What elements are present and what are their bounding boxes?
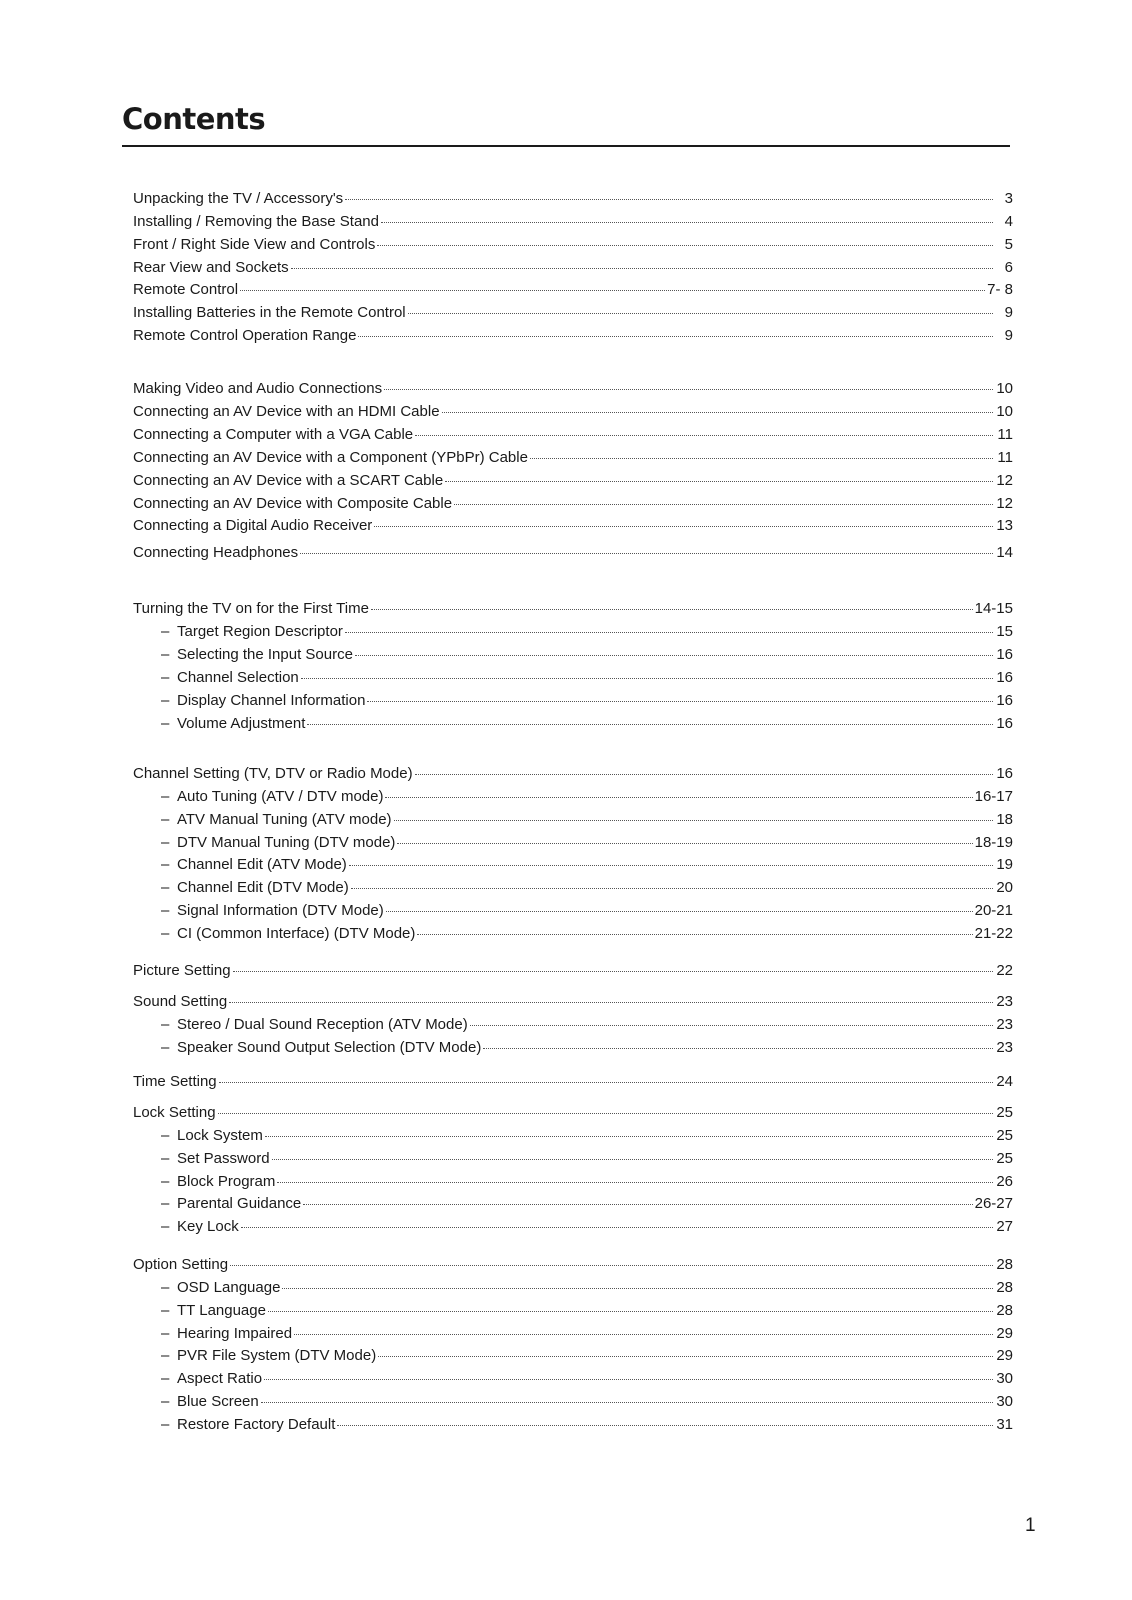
subentry-dash: – — [161, 1279, 170, 1296]
toc-entry-page: 10 — [996, 380, 1013, 397]
dot-leader — [300, 538, 993, 554]
page-number: 1 — [1025, 1515, 1036, 1536]
toc-entry-page: 13 — [996, 517, 1013, 534]
dot-leader — [408, 298, 993, 314]
dot-leader — [268, 1296, 993, 1312]
dot-leader — [272, 1144, 993, 1160]
dot-leader — [264, 1364, 993, 1380]
toc-entry-page: 10 — [996, 403, 1013, 420]
toc-entry-page: 31 — [996, 1416, 1013, 1433]
dot-leader — [374, 511, 993, 527]
toc-entry-label: Making Video and Audio Connections — [133, 380, 383, 397]
dot-leader — [445, 466, 993, 482]
toc-entry-label: Connecting an AV Device with a SCART Cable — [133, 472, 444, 489]
toc-subentry — [133, 808, 1013, 828]
toc-entry-label: Target Region Descriptor — [177, 623, 343, 640]
subentry-dash: – — [161, 1302, 170, 1319]
toc-entry-label: Block Program — [177, 1173, 276, 1190]
toc-subentry — [133, 1036, 1013, 1056]
toc-entry-page: 14 — [996, 544, 1013, 561]
toc-entry-label: Speaker Sound Output Selection (DTV Mode) — [177, 1039, 482, 1056]
dot-leader — [345, 184, 993, 200]
toc-entry-page: 30 — [996, 1393, 1013, 1410]
subentry-dash: – — [161, 1039, 170, 1056]
toc-entry-page: 27 — [996, 1218, 1013, 1235]
toc-subentry — [133, 643, 1013, 663]
subentry-dash: – — [161, 1195, 170, 1212]
toc-entry — [133, 762, 1013, 782]
toc-entry-page: 29 — [996, 1325, 1013, 1342]
dot-leader — [349, 850, 993, 866]
toc-entry-label: Channel Selection — [177, 669, 299, 686]
toc-subentry — [133, 1147, 1013, 1167]
toc-entry — [133, 1101, 1013, 1121]
toc-entry-page: 7- 8 — [987, 281, 1013, 298]
toc-entry-label: Lock System — [177, 1127, 263, 1144]
toc-entry-label: Display Channel Information — [177, 692, 366, 709]
toc-entry-label: Aspect Ratio — [177, 1370, 263, 1387]
dot-leader — [378, 1341, 993, 1357]
toc-entry-page: 23 — [996, 1016, 1013, 1033]
toc-entry-page: 23 — [996, 1039, 1013, 1056]
dot-leader — [301, 663, 993, 679]
toc-entry — [133, 377, 1013, 397]
dot-leader — [394, 805, 993, 821]
dot-leader — [381, 207, 993, 223]
toc-entry-label: Channel Setting (TV, DTV or Radio Mode) — [133, 765, 413, 782]
toc-entry-label: Hearing Impaired — [177, 1325, 293, 1342]
dot-leader — [415, 420, 993, 436]
toc-entry-label: Connecting Headphones — [133, 544, 299, 561]
toc-entry-page: 16 — [996, 646, 1013, 663]
toc-subentry — [133, 1390, 1013, 1410]
dot-leader — [371, 594, 973, 610]
toc-subentry — [133, 831, 1013, 851]
toc-entry-label: Key Lock — [177, 1218, 239, 1235]
dot-leader — [367, 686, 993, 702]
toc-entry-page: 6 — [1004, 259, 1013, 276]
toc-entry — [133, 990, 1013, 1010]
toc-entry-label: Stereo / Dual Sound Reception (ATV Mode) — [177, 1016, 468, 1033]
toc-entry-label: Turning the TV on for the First Time — [133, 600, 369, 617]
toc-entry — [133, 423, 1013, 443]
toc-entry-label: Connecting a Digital Audio Receiver — [133, 517, 373, 534]
toc-entry — [133, 492, 1013, 512]
subentry-dash: – — [161, 811, 170, 828]
page-title: Contents — [122, 102, 266, 136]
subentry-dash: – — [161, 1393, 170, 1410]
toc-entry-label: Volume Adjustment — [177, 715, 306, 732]
toc-entry-label: Installing / Removing the Base Stand — [133, 213, 379, 230]
dot-leader — [219, 1067, 993, 1083]
toc-entry-label: Parental Guidance — [177, 1195, 302, 1212]
toc-entry-label: Blue Screen — [177, 1393, 259, 1410]
toc-entry-label: Channel Edit (ATV Mode) — [177, 856, 347, 873]
dot-leader — [386, 896, 973, 912]
subentry-dash: – — [161, 1325, 170, 1342]
toc-entry — [133, 597, 1013, 617]
toc-entry-label: Signal Information (DTV Mode) — [177, 902, 384, 919]
toc-entry-page: 21-22 — [974, 925, 1013, 942]
toc-entry — [133, 301, 1013, 321]
toc-entry-page: 22 — [996, 962, 1013, 979]
toc-subentry — [133, 712, 1013, 732]
toc-entry-label: Selecting the Input Source — [177, 646, 353, 663]
toc-entry — [133, 1253, 1013, 1273]
subentry-dash: – — [161, 834, 170, 851]
toc-entry-page: 30 — [996, 1370, 1013, 1387]
toc-entry-page: 12 — [996, 472, 1013, 489]
toc-entry-page: 16 — [996, 692, 1013, 709]
dot-leader — [417, 919, 972, 935]
subentry-dash: – — [161, 788, 170, 805]
toc-entry-label: Connecting an AV Device with an HDMI Cable — [133, 403, 440, 420]
subentry-dash: – — [161, 1370, 170, 1387]
toc-entry-label: Remote Control Operation Range — [133, 327, 357, 344]
dot-leader — [218, 1098, 993, 1114]
toc-entry — [133, 324, 1013, 344]
toc-entry-page: 25 — [996, 1104, 1013, 1121]
toc-entry-label: Connecting an AV Device with a Component (YPbPr) Cable — [133, 449, 528, 466]
subentry-dash: – — [161, 1416, 170, 1433]
toc-entry-page: 28 — [996, 1256, 1013, 1273]
dot-leader — [291, 253, 993, 269]
dot-leader — [454, 489, 993, 505]
toc-entry-page: 3 — [1004, 190, 1013, 207]
dot-leader — [483, 1033, 993, 1049]
toc-subentry — [133, 785, 1013, 805]
toc-entry — [133, 233, 1013, 253]
subentry-dash: – — [161, 1218, 170, 1235]
toc-subentry — [133, 1299, 1013, 1319]
toc-entry-page: 14-15 — [974, 600, 1013, 617]
title-divider — [122, 145, 1010, 147]
toc-entry-label: Lock Setting — [133, 1104, 216, 1121]
toc-entry-label: OSD Language — [177, 1279, 281, 1296]
subentry-dash: – — [161, 1127, 170, 1144]
toc-subentry — [133, 1124, 1013, 1144]
dot-leader — [442, 397, 993, 413]
subentry-dash: – — [161, 715, 170, 732]
toc-subentry — [133, 853, 1013, 873]
dot-leader — [385, 782, 972, 798]
toc-entry — [133, 446, 1013, 466]
toc-subentry — [133, 1192, 1013, 1212]
toc-entry-label: Unpacking the TV / Accessory's — [133, 190, 344, 207]
toc-entry-page: 28 — [996, 1302, 1013, 1319]
toc-entry-page: 26-27 — [974, 1195, 1013, 1212]
toc-subentry — [133, 922, 1013, 942]
dot-leader — [377, 230, 993, 246]
dot-leader — [277, 1167, 993, 1183]
toc-entry-label: Sound Setting — [133, 993, 228, 1010]
toc-subentry — [133, 876, 1013, 896]
dot-leader — [303, 1189, 972, 1205]
subentry-dash: – — [161, 623, 170, 640]
toc-subentry — [133, 1322, 1013, 1342]
toc-entry-label: Rear View and Sockets — [133, 259, 289, 276]
dot-leader — [233, 956, 993, 972]
dot-leader — [294, 1319, 993, 1335]
toc-entry-page: 18-19 — [974, 834, 1013, 851]
toc-entry-page: 24 — [996, 1073, 1013, 1090]
toc-entry-label: Time Setting — [133, 1073, 217, 1090]
toc-entry-label: Restore Factory Default — [177, 1416, 336, 1433]
dot-leader — [337, 1410, 993, 1426]
toc-entry — [133, 541, 1013, 561]
toc-entry-page: 16-17 — [974, 788, 1013, 805]
toc-entry-page: 4 — [1004, 213, 1013, 230]
dot-leader — [355, 640, 993, 656]
dot-leader — [240, 275, 985, 291]
toc-entry — [133, 278, 1013, 298]
toc-entry-page: 20-21 — [974, 902, 1013, 919]
toc-entry — [133, 1070, 1013, 1090]
toc-entry-page: 11 — [997, 426, 1013, 443]
subentry-dash: – — [161, 902, 170, 919]
toc-entry-label: CI (Common Interface) (DTV Mode) — [177, 925, 416, 942]
toc-entry-label: TT Language — [177, 1302, 266, 1319]
subentry-dash: – — [161, 856, 170, 873]
dot-leader — [384, 374, 993, 390]
toc-entry-page: 9 — [1004, 327, 1013, 344]
toc-entry — [133, 187, 1013, 207]
toc-entry-page: 16 — [996, 715, 1013, 732]
toc-entry-page: 29 — [996, 1347, 1013, 1364]
toc-entry-page: 9 — [1004, 304, 1013, 321]
toc-entry-label: Channel Edit (DTV Mode) — [177, 879, 349, 896]
toc-entry — [133, 210, 1013, 230]
dot-leader — [530, 443, 993, 459]
toc-entry-page: 11 — [997, 449, 1013, 466]
toc-subentry — [133, 1276, 1013, 1296]
toc-entry-page: 28 — [996, 1279, 1013, 1296]
dot-leader — [261, 1387, 993, 1403]
dot-leader — [470, 1010, 993, 1026]
toc-entry-label: Auto Tuning (ATV / DTV mode) — [177, 788, 384, 805]
toc-entry-page: 16 — [996, 765, 1013, 782]
toc-entry-label: Remote Control — [133, 281, 239, 298]
toc-entry-page: 12 — [996, 495, 1013, 512]
subentry-dash: – — [161, 669, 170, 686]
toc-subentry — [133, 666, 1013, 686]
dot-leader — [229, 987, 993, 1003]
toc-entry — [133, 959, 1013, 979]
toc-subentry — [133, 1344, 1013, 1364]
subentry-dash: – — [161, 646, 170, 663]
toc-entry-label: Option Setting — [133, 1256, 229, 1273]
toc-entry-label: Set Password — [177, 1150, 270, 1167]
toc-entry — [133, 400, 1013, 420]
toc-entry-page: 19 — [996, 856, 1013, 873]
toc-subentry — [133, 1215, 1013, 1235]
toc-entry-label: Front / Right Side View and Controls — [133, 236, 376, 253]
subentry-dash: – — [161, 1016, 170, 1033]
toc-subentry — [133, 1013, 1013, 1033]
toc-subentry — [133, 689, 1013, 709]
subentry-dash: – — [161, 1173, 170, 1190]
toc-subentry — [133, 1413, 1013, 1433]
dot-leader — [358, 321, 993, 337]
dot-leader — [282, 1273, 993, 1289]
toc-entry-label: Connecting an AV Device with Composite Cable — [133, 495, 453, 512]
toc-subentry — [133, 620, 1013, 640]
toc-entry-page: 25 — [996, 1127, 1013, 1144]
toc-entry-page: 5 — [1004, 236, 1013, 253]
toc-entry-page: 26 — [996, 1173, 1013, 1190]
toc-subentry — [133, 1367, 1013, 1387]
toc-entry — [133, 256, 1013, 276]
toc-entry-page: 23 — [996, 993, 1013, 1010]
toc-subentry — [133, 1170, 1013, 1190]
toc-entry — [133, 469, 1013, 489]
toc-entry-page: 20 — [996, 879, 1013, 896]
toc-entry-label: PVR File System (DTV Mode) — [177, 1347, 377, 1364]
subentry-dash: – — [161, 692, 170, 709]
dot-leader — [351, 873, 993, 889]
dot-leader — [415, 759, 993, 775]
toc-entry-page: 25 — [996, 1150, 1013, 1167]
toc-entry-page: 18 — [996, 811, 1013, 828]
subentry-dash: – — [161, 925, 170, 942]
toc-entry-label: DTV Manual Tuning (DTV mode) — [177, 834, 396, 851]
toc-entry-label: Connecting a Computer with a VGA Cable — [133, 426, 414, 443]
dot-leader — [230, 1250, 993, 1266]
dot-leader — [265, 1121, 993, 1137]
dot-leader — [397, 828, 972, 844]
toc-entry-label: ATV Manual Tuning (ATV mode) — [177, 811, 392, 828]
toc-entry-page: 16 — [996, 669, 1013, 686]
dot-leader — [307, 709, 993, 725]
toc-entry-label: Picture Setting — [133, 962, 231, 979]
toc-subentry — [133, 899, 1013, 919]
dot-leader — [345, 617, 993, 633]
subentry-dash: – — [161, 1347, 170, 1364]
toc-entry — [133, 514, 1013, 534]
subentry-dash: – — [161, 1150, 170, 1167]
subentry-dash: – — [161, 879, 170, 896]
toc-entry-label: Installing Batteries in the Remote Control — [133, 304, 406, 321]
toc-entry-page: 15 — [996, 623, 1013, 640]
dot-leader — [241, 1212, 993, 1228]
